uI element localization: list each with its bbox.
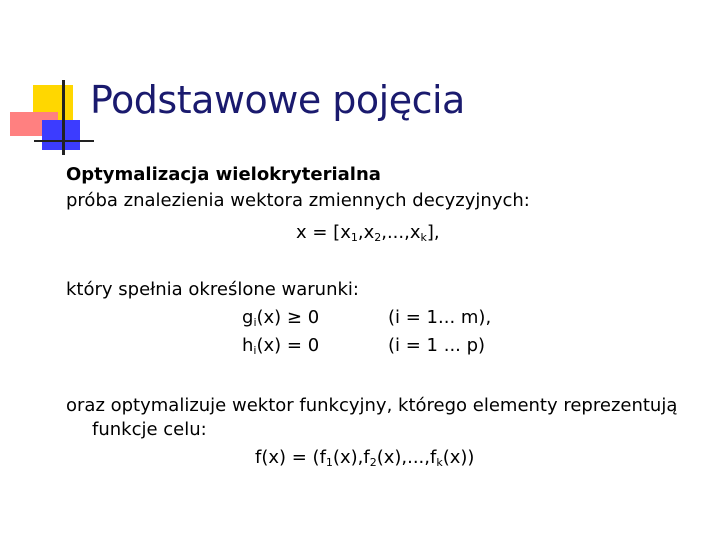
vector-eq-subk: k xyxy=(420,231,427,244)
constraint-h-sub: i xyxy=(253,344,257,357)
func-eq-prefix: f(x) = (f xyxy=(255,447,326,468)
decor-horizontal-line xyxy=(34,140,94,142)
vector-eq-suffix: ], xyxy=(426,222,440,243)
description-line-2: który spełnia określone warunki: xyxy=(66,279,359,300)
vector-eq-sep1: ,x xyxy=(357,222,375,243)
constraint-h-expr: (x) = 0 xyxy=(256,335,320,356)
constraint-g-sub: i xyxy=(253,316,257,329)
slide-heading: Optymalizacja wielokryterialna xyxy=(66,164,381,185)
slide-title: Podstawowe pojęcia xyxy=(90,78,465,122)
func-eq-subk: k xyxy=(436,456,443,469)
func-eq-sub1: 1 xyxy=(325,456,333,469)
description-line-3a: oraz optymalizuje wektor funkcyjny, którego elementy reprezentują xyxy=(66,395,678,416)
func-eq-sub2: 2 xyxy=(369,456,377,469)
description-line-3b: funkcje celu: xyxy=(92,419,207,440)
func-eq-suffix: (x)) xyxy=(442,447,475,468)
constraint-h xyxy=(242,335,319,357)
constraint-g-expr: (x) ≥ 0 xyxy=(256,307,320,328)
constraint-g-range: (i = 1... m), xyxy=(388,307,492,328)
vector-eq-sub1: 1 xyxy=(350,231,358,244)
decor-vertical-line xyxy=(62,80,65,155)
vector-eq-sub2: 2 xyxy=(374,231,382,244)
function-equation xyxy=(255,447,474,469)
func-eq-mid1: (x),f xyxy=(332,447,370,468)
func-eq-mid2: (x),...,f xyxy=(376,447,437,468)
constraint-g xyxy=(242,307,319,329)
vector-eq-sep2: ,...,x xyxy=(381,222,421,243)
decor-blue-square xyxy=(42,120,80,150)
vector-eq-prefix: x = [x xyxy=(296,222,351,243)
constraint-h-range: (i = 1 ... p) xyxy=(388,335,486,356)
vector-equation xyxy=(296,222,440,244)
description-line-1: próba znalezienia wektora zmiennych decyzyjnych: xyxy=(66,190,530,211)
constraint-g-fn: g xyxy=(242,307,254,328)
constraint-h-fn: h xyxy=(242,335,254,356)
